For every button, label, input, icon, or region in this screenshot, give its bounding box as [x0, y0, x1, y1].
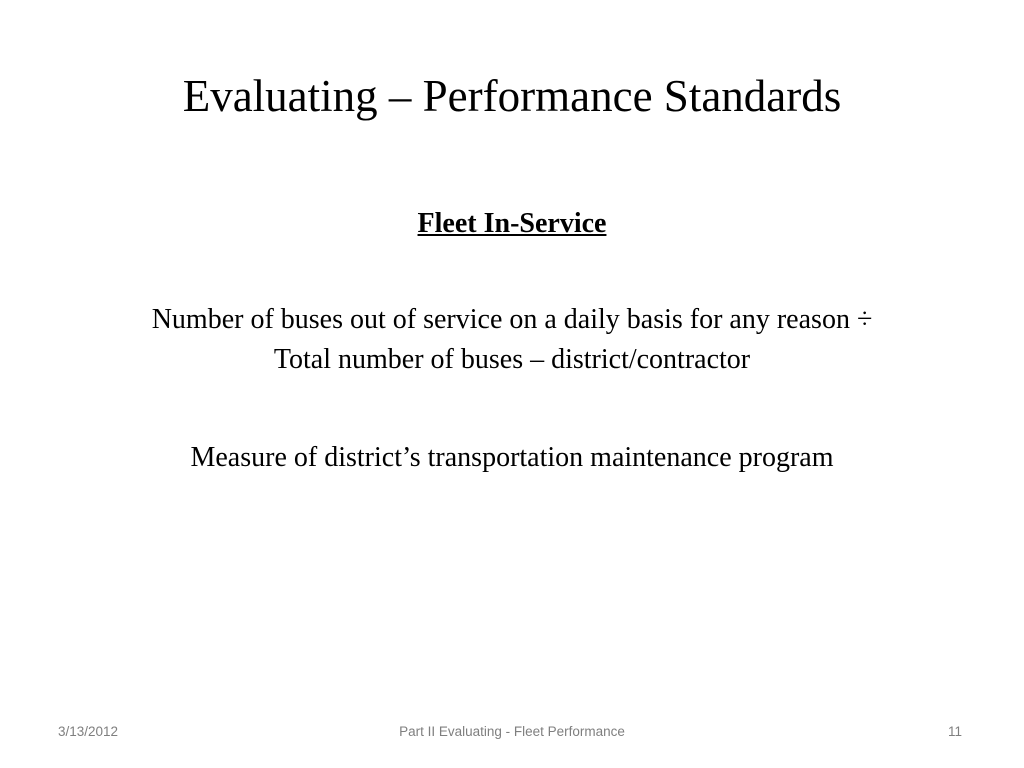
formula-line-2: Total number of buses – district/contractor — [273, 344, 751, 375]
subheading: Fleet In-Service — [417, 208, 607, 239]
slide-title: Evaluating – Performance Standards — [182, 71, 842, 121]
footer-title: Part II Evaluating - Fleet Performance — [399, 724, 625, 739]
footer-date: 3/13/2012 — [58, 724, 119, 739]
page-number: 11 — [947, 724, 962, 739]
formula-line-1: Number of buses out of service on a daily basis for any reason ÷ — [151, 304, 873, 335]
slide-body — [40, 200, 984, 478]
measure-paragraph: Measure of district’s transportation maintenance program — [190, 442, 834, 473]
formula-paragraph — [40, 300, 984, 380]
